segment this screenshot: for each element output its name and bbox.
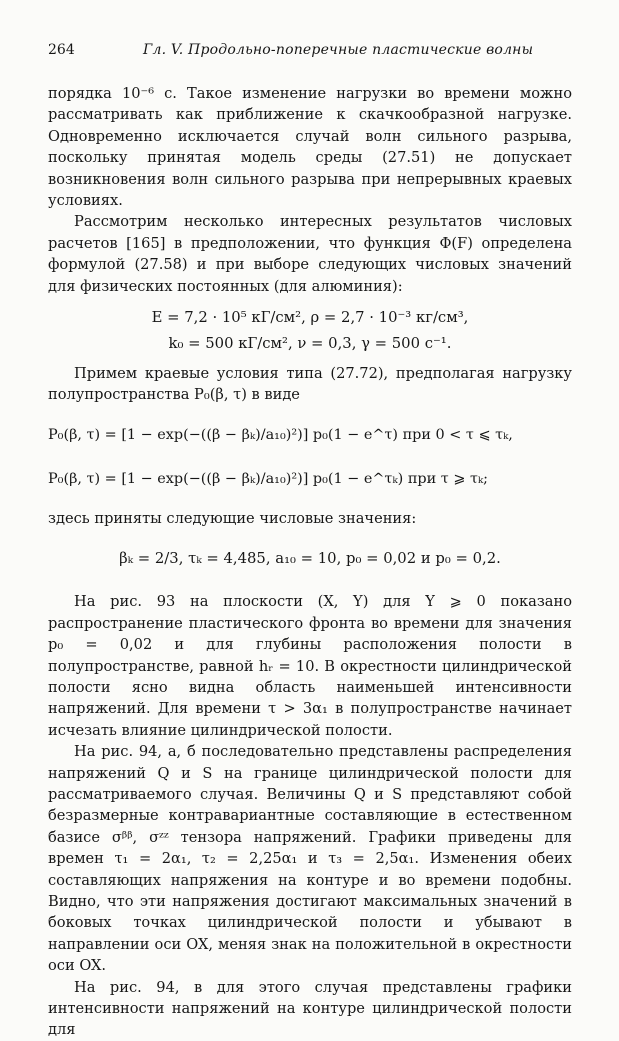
paragraph: На рис. 94, а, б последовательно представлены распределения напряжений Q и S на границе цилиндрической полости для рассматриваемого случая. Величины Q и S представляют собой безразмерные контравариантные составляющие в естественном базисе σᵝᵝ, σᶻᶻ тензора напряжений. Графики приведены для времен τ₁ = 2α₁, τ₂ = 2,25α₁ и τ₃ = 2,5α₁. Изменения обеих составляющих напряжения на контуре и во времени подобны. Видно, что эти напряжения достигают максимальных значений в боковых точках цилиндрической полости и убывают в направлении оси OX, меняя знак на положительной в окрестности оси OX. bbox=[48, 743, 572, 975]
equation-line: P₀(β, τ) = [1 − exp(−((β − βₖ)/a₁₀)²)] p₀(1 − e^τₖ) при τ ⩾ τₖ; bbox=[48, 471, 489, 488]
constants-line: k₀ = 500 кГ/см², ν = 0,3, γ = 500 с⁻¹. bbox=[168, 335, 452, 353]
paragraph: порядка 10⁻⁶ с. Такое изменение нагрузки во времени можно рассматривать как приближение к скачкообразной нагрузке. Одновременно исключается случай волн сильного разрыва, поскольку принятая модель среды (27.51) не допускает возникновения волн сильного разрыва при непрерывных краевых условиях. bbox=[48, 85, 572, 210]
constants-formula bbox=[48, 305, 572, 357]
paragraph: здесь приняты следующие числовые значения: bbox=[48, 509, 417, 527]
paragraph: На рис. 93 на плоскости (X, Y) для Y ⩾ 0 показано распространение пластического фронта во времени для значения p₀ = 0,02 и для глубины расположения полости в полупространстве, равной hᵣ = 10. В окрестности цилиндрической полости ясно видна область наименьшей интенсивности напряжений. Для времени τ > 3α₁ в полупространстве начинает исчезать влияние цилиндрической полости. bbox=[48, 593, 572, 739]
page-number: 264 bbox=[48, 42, 75, 58]
page-body bbox=[48, 83, 572, 1041]
constants-line: E = 7,2 · 10⁵ кГ/см², ρ = 2,7 · 10⁻³ кг/см³, bbox=[151, 309, 469, 327]
running-head: Гл. V. Продольно-поперечные пластические волны bbox=[143, 42, 534, 58]
paragraph: На рис. 94, в для этого случая представлены графики интенсивности напряжений на контуре цилиндрической полости для bbox=[48, 978, 572, 1039]
boundary-conditions bbox=[48, 414, 572, 502]
parameter-values: βₖ = 2/3, τₖ = 4,485, a₁₀ = 10, p₀ = 0,02 и p₀ = 0,2. bbox=[119, 550, 501, 568]
equation-line: P₀(β, τ) = [1 − exp(−((β − βₖ)/a₁₀)²)] p₀(1 − e^τ) при 0 < τ ⩽ τₖ, bbox=[48, 427, 513, 444]
page-header bbox=[48, 42, 570, 62]
paragraph: Рассмотрим несколько интересных результатов числовых расчетов [165] в предположении, что функция Φ(F) определена формулой (27.58) и при выборе следующих числовых значений для физических постоянных (для алюминия): bbox=[48, 213, 572, 295]
paragraph: Примем краевые условия типа (27.72), предполагая нагрузку полупространства P₀(β, τ) в виде bbox=[48, 365, 572, 404]
